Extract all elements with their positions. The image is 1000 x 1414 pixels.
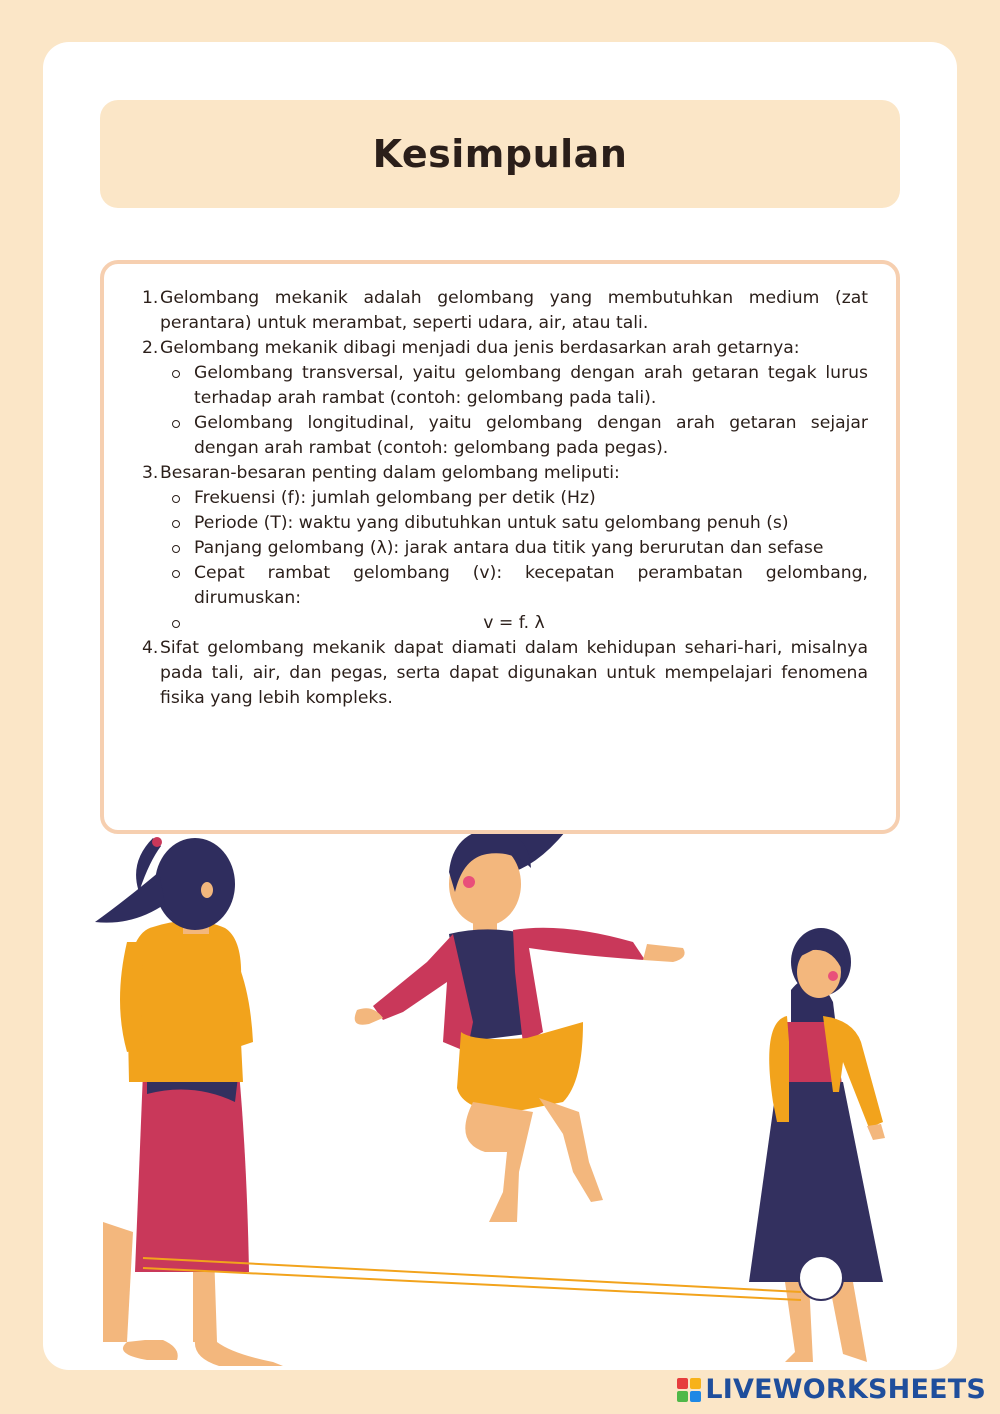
sub-item-formula (194, 611, 868, 636)
bullet-icon (172, 495, 180, 503)
wave-speed-formula: v = f. λ (483, 613, 545, 633)
left-girl-figure (95, 837, 283, 1366)
rope-line-top (143, 1258, 801, 1292)
list-item-2 (142, 336, 868, 461)
item-number: 1. (142, 288, 159, 308)
logo-text: LIVEWORKSHEETS (705, 1374, 986, 1405)
title-banner (100, 100, 900, 208)
sub-item: Frekuensi (f): jumlah gelombang per detik (Hz) (194, 486, 868, 511)
liveworksheets-logo (677, 1374, 986, 1405)
logo-grid-icon (677, 1378, 701, 1402)
page-title: Kesimpulan (372, 132, 628, 176)
bullet-icon (172, 570, 180, 578)
item-number: 2. (142, 338, 159, 358)
worksheet-page (43, 42, 957, 1370)
item-text: Gelombang mekanik adalah gelombang yang membutuhkan medium (zat perantara) untuk merambat, seperti udara, air, atau tali. (160, 288, 868, 333)
item-text: Gelombang mekanik dibagi menjadi dua jenis berdasarkan arah getarnya: (160, 338, 800, 358)
sub-item: Panjang gelombang (λ): jarak antara dua titik yang berurutan dan sefase (194, 536, 868, 561)
list-item-3 (142, 461, 868, 636)
item-text: Sifat gelombang mekanik dapat diamati dalam kehidupan sehari-hari, misalnya pada tali, air, dan pegas, serta dapat digunakan untuk mempelajari fenomena fisika yang lebih kompleks. (160, 638, 868, 708)
list-item-4 (142, 636, 868, 711)
sub-item: Periode (T): waktu yang dibutuhkan untuk satu gelombang penuh (s) (194, 511, 868, 536)
bullet-icon (172, 520, 180, 528)
sub-item: Cepat rambat gelombang (v): kecepatan perambatan gelombang, dirumuskan: (194, 561, 868, 611)
item-number: 4. (142, 638, 159, 658)
bullet-icon (172, 545, 180, 553)
list-item-1 (142, 286, 868, 336)
sub-item: Gelombang longitudinal, yaitu gelombang dengan arah getaran sejajar dengan arah rambat (contoh: gelombang pada pegas). (194, 411, 868, 461)
bullet-icon (172, 420, 180, 428)
bullet-icon (172, 370, 180, 378)
rope-line-bottom (143, 1268, 801, 1300)
bullet-icon (172, 620, 180, 628)
conclusion-box (100, 260, 900, 834)
item-number: 3. (142, 463, 159, 483)
right-girl-figure (749, 928, 885, 1362)
conclusion-list (142, 286, 868, 711)
sub-item: Gelombang transversal, yaitu gelombang dengan arah getaran tegak lurus terhadap arah rambat (contoh: gelombang pada tali). (194, 361, 868, 411)
item-text: Besaran-besaran penting dalam gelombang meliputi: (160, 463, 620, 483)
